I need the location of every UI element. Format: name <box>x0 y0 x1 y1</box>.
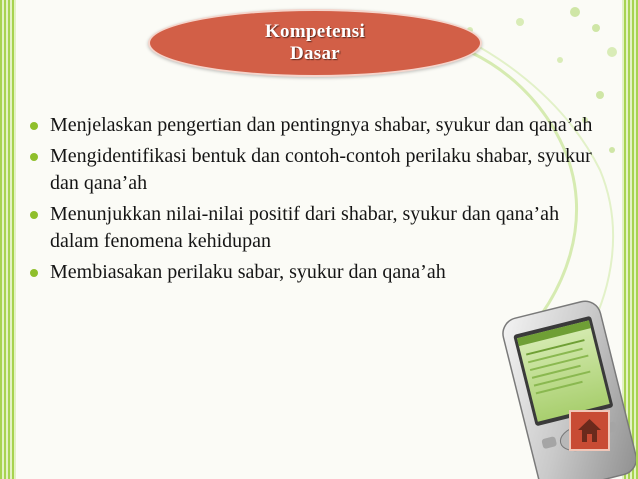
title-line-1: Kompetensi <box>264 21 366 42</box>
bullet-dot-icon <box>30 269 38 277</box>
list-item <box>28 201 598 255</box>
title-banner <box>148 9 482 77</box>
slide-title <box>265 21 365 65</box>
bullet-dot-icon <box>30 211 38 219</box>
bullet-dot-icon <box>30 153 38 161</box>
bullet-text: Menunjukkan nilai-nilai positif dari shabar, syukur dan qana’ah dalam fenomena kehidupan <box>50 203 560 252</box>
bullet-text: Mengidentifikasi bentuk dan contoh-contoh perilaku shabar, syukur dan qana’ah <box>50 145 592 194</box>
bullet-dot-icon <box>30 122 38 130</box>
list-item <box>28 259 598 286</box>
bullet-text: Menjelaskan pengertian dan pentingnya shabar, syukur dan qana’ah <box>50 114 593 136</box>
home-icon <box>571 412 608 449</box>
list-item <box>28 143 598 197</box>
bullet-text: Membiasakan perilaku sabar, syukur dan qana’ah <box>50 261 446 283</box>
pda-phone-illustration <box>496 300 636 479</box>
list-item <box>28 112 598 139</box>
title-line-2: Dasar <box>289 43 341 64</box>
bullet-list <box>28 112 598 290</box>
home-button[interactable] <box>569 410 610 451</box>
